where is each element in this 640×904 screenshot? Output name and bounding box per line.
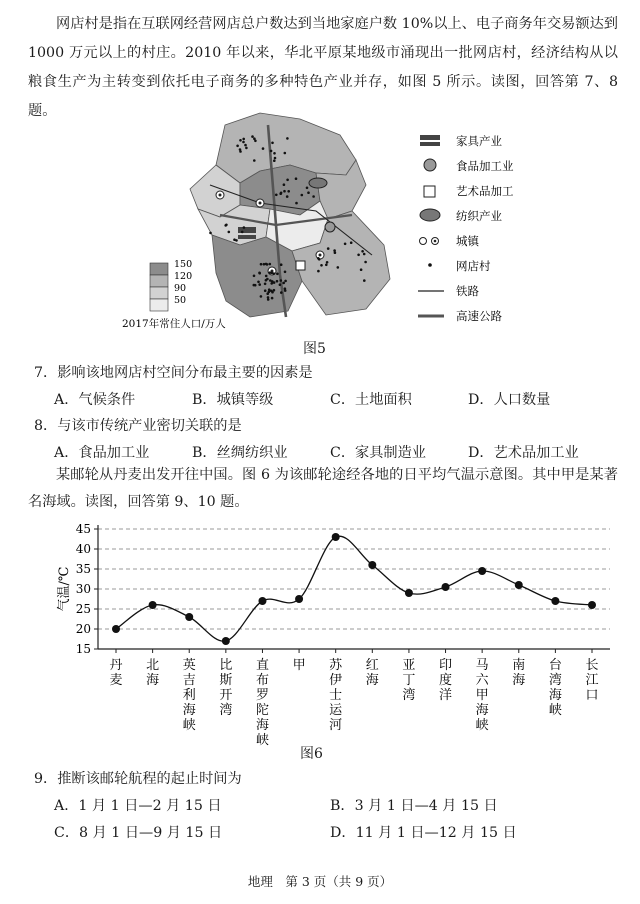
village-dot xyxy=(357,254,360,257)
village-dot xyxy=(264,283,267,286)
village-dot xyxy=(242,141,245,144)
village-dot xyxy=(270,150,273,153)
village-dot xyxy=(286,137,289,140)
data-point xyxy=(588,601,596,609)
village-dot xyxy=(280,291,283,294)
village-dot xyxy=(251,135,254,138)
village-dot xyxy=(271,142,274,145)
map-legend xyxy=(418,134,514,323)
q9-option-b[interactable]: B．3 月 1 日—4 月 15 日 xyxy=(330,798,498,814)
village-dot xyxy=(262,147,265,150)
legend-town: 城镇 xyxy=(456,234,479,248)
village-dot xyxy=(269,263,272,266)
village-dot xyxy=(327,247,330,250)
town-icon xyxy=(420,238,439,245)
q8-option-d[interactable]: D．艺术品加工业 xyxy=(468,445,579,461)
village-dot xyxy=(266,263,269,266)
data-point xyxy=(332,533,340,541)
page-footer: 地理 第 3 页（共 9 页） xyxy=(247,874,393,889)
x-tick-label: 丹麦 xyxy=(109,658,123,688)
village-dot xyxy=(295,202,298,205)
village-dot xyxy=(337,266,340,269)
figure5-caption: 图5 xyxy=(303,341,326,357)
village-dot xyxy=(239,150,242,153)
textile-icon xyxy=(420,209,440,221)
village-dot xyxy=(236,145,239,148)
village-dot xyxy=(253,159,256,162)
q9-option-a[interactable]: A．1 月 1 日—2 月 15 日 xyxy=(54,798,222,814)
village-dot xyxy=(265,275,268,278)
village-dot xyxy=(312,195,315,198)
village-dot xyxy=(307,191,310,194)
village-dot xyxy=(260,295,263,298)
village-dot xyxy=(325,264,328,267)
data-point xyxy=(112,625,120,633)
figure6-caption: 图6 xyxy=(300,746,323,762)
scale-50: 50 xyxy=(174,295,187,306)
village-dot xyxy=(317,270,320,273)
village-dot xyxy=(280,192,283,195)
village-dot xyxy=(273,159,276,162)
y-tick-label: 35 xyxy=(75,562,91,576)
x-tick-label: 长江口 xyxy=(585,658,599,703)
village-dot xyxy=(284,152,287,155)
population-scale xyxy=(150,259,192,311)
village-dot xyxy=(257,281,260,284)
scale-120: 120 xyxy=(174,271,193,282)
village-dot xyxy=(276,273,279,276)
village-dot xyxy=(280,263,283,266)
village-dot xyxy=(306,187,309,190)
data-point xyxy=(258,597,266,605)
village-dot xyxy=(267,298,270,301)
legend-textile: 纺织产业 xyxy=(456,209,502,223)
q7-option-b[interactable]: B．城镇等级 xyxy=(192,392,274,408)
x-tick-label: 北海 xyxy=(146,658,160,688)
y-tick-label: 45 xyxy=(75,522,91,536)
village-dot xyxy=(284,271,287,274)
village-dot xyxy=(279,283,282,286)
y-tick-label: 25 xyxy=(75,602,91,616)
village-dot xyxy=(275,194,278,197)
crafts-icon xyxy=(424,186,435,197)
x-tick-label: 甲 xyxy=(292,658,306,673)
data-point xyxy=(368,561,376,569)
village-dot xyxy=(363,253,366,256)
village-dot xyxy=(334,251,337,254)
village-dot xyxy=(270,272,273,275)
data-point xyxy=(222,637,230,645)
village-dot xyxy=(235,239,238,242)
scale-150: 150 xyxy=(174,259,193,270)
village-dot xyxy=(225,224,228,227)
x-tick-label: 比斯开湾 xyxy=(219,658,233,718)
village-dot xyxy=(243,226,246,229)
scale-90: 90 xyxy=(174,283,187,294)
village-dot xyxy=(245,147,248,150)
village-dot xyxy=(320,264,323,267)
village-dot xyxy=(258,283,261,286)
village-dot xyxy=(283,190,286,193)
q8-option-a[interactable]: A．食品加工业 xyxy=(54,445,150,461)
village-dot xyxy=(270,290,273,293)
village-dot-icon xyxy=(428,263,432,267)
village-dot xyxy=(209,232,212,235)
village-dot xyxy=(260,263,263,266)
x-tick-label: 台湾海峡 xyxy=(548,658,562,718)
village-dot xyxy=(244,144,247,147)
intro-paragraph: 网店村是指在互联网经营网店总户数达到当地家庭户数 10%以上、电子商务年交易额达到 1000 万元以上的村庄。2010 年以来，华北平原某地级市涌现出一批网店村，经济结构从以粮食生产为主转变到依托电子商务的多种特色产业并存，如图 5 所示。读图，回答第 7、8 题。 xyxy=(28,16,618,119)
village-dot xyxy=(344,243,347,246)
village-dot xyxy=(228,231,231,234)
data-point xyxy=(515,581,523,589)
data-point xyxy=(149,601,157,609)
village-dot xyxy=(284,287,287,290)
village-dot xyxy=(276,280,279,283)
y-axis-label: 气温/℃ xyxy=(57,566,72,612)
village-dot xyxy=(269,279,272,282)
x-tick-label: 亚丁湾 xyxy=(402,658,416,703)
village-dot xyxy=(274,157,277,160)
food-processing-icon xyxy=(424,159,436,171)
q8-stem: 8．与该市传统产业密切关联的是 xyxy=(34,418,242,434)
legend-crafts: 艺术品加工 xyxy=(456,184,514,198)
village-dot xyxy=(284,280,287,283)
x-tick-label: 印度洋 xyxy=(439,658,453,703)
q7-option-a[interactable]: A．气候条件 xyxy=(54,392,136,408)
figure5-map xyxy=(120,105,540,330)
x-tick-label: 马六甲海峡 xyxy=(475,658,489,733)
y-tick-label: 30 xyxy=(75,582,91,596)
x-tick-label: 南海 xyxy=(512,658,526,688)
ship-paragraph: 某邮轮从丹麦出发开往中国。图 6 为该邮轮途经各地的日平均气温示意图。其中甲是某著名海域。读图，回答第 9、10 题。 xyxy=(28,467,618,510)
data-point xyxy=(551,597,559,605)
population-title: 2017年常住人口/万人 xyxy=(122,318,226,330)
village-dot xyxy=(280,279,283,282)
x-tick-label: 英吉利海峡 xyxy=(182,658,196,733)
village-dot xyxy=(268,291,271,294)
village-dot xyxy=(253,275,256,278)
village-dot xyxy=(282,282,285,285)
map-furniture-icon xyxy=(238,227,256,239)
village-dot xyxy=(361,250,364,253)
village-dot xyxy=(258,272,261,275)
y-tick-label: 40 xyxy=(75,542,91,556)
village-dot xyxy=(301,194,304,197)
q7-option-c[interactable]: C．土地面积 xyxy=(330,392,412,408)
village-dot xyxy=(273,152,276,155)
village-dot xyxy=(239,139,242,142)
village-dot xyxy=(287,190,290,193)
map-food-icon xyxy=(325,222,335,232)
village-dot xyxy=(242,138,245,141)
village-dot xyxy=(264,289,267,292)
village-dot xyxy=(273,289,276,292)
village-dot xyxy=(273,281,276,284)
village-dot xyxy=(254,284,257,287)
legend-village: 网店村 xyxy=(456,259,491,273)
q7-option-d[interactable]: D．人口数量 xyxy=(468,392,551,408)
legend-railway: 铁路 xyxy=(456,284,479,298)
village-dot xyxy=(326,261,329,264)
x-tick-label: 红海 xyxy=(365,658,379,688)
q7-stem: 7．影响该地网店村空间分布最主要的因素是 xyxy=(34,365,313,381)
data-point xyxy=(185,613,193,621)
map-textile-icon xyxy=(309,178,327,188)
village-dot xyxy=(271,297,274,300)
village-dot xyxy=(286,195,289,198)
legend-food: 食品加工业 xyxy=(456,159,514,173)
village-dot xyxy=(363,279,366,282)
village-dot xyxy=(286,179,289,182)
data-point xyxy=(478,567,486,575)
q9-stem: 9．推断该邮轮航程的起止时间为 xyxy=(34,771,242,787)
q8-option-c[interactable]: C．家具制造业 xyxy=(330,445,426,461)
village-dot xyxy=(283,183,286,186)
legend-furniture: 家具产业 xyxy=(456,134,502,148)
y-tick-label: 20 xyxy=(75,622,91,636)
village-dot xyxy=(265,279,268,282)
map-crafts-icon xyxy=(296,261,305,270)
data-point xyxy=(405,589,413,597)
village-dot xyxy=(295,177,298,180)
figure6-chart xyxy=(57,522,618,748)
village-dot xyxy=(360,268,363,271)
x-tick-label: 苏伊士运河 xyxy=(329,658,343,733)
village-dot xyxy=(350,241,353,244)
furniture-icon xyxy=(420,135,440,146)
data-point xyxy=(295,595,303,603)
village-dot xyxy=(317,257,320,260)
village-dot xyxy=(241,231,244,234)
q8-option-b[interactable]: B．丝绸纺织业 xyxy=(192,445,288,461)
data-point xyxy=(442,583,450,591)
q9-option-d[interactable]: D．11 月 1 日—12 月 15 日 xyxy=(330,825,517,841)
village-dot xyxy=(253,137,256,140)
x-tick-label: 直布罗陀海峡 xyxy=(255,658,269,748)
q9-option-c[interactable]: C．8 月 1 日—9 月 15 日 xyxy=(54,825,223,841)
legend-highway: 高速公路 xyxy=(456,309,502,323)
y-tick-label: 15 xyxy=(75,642,91,656)
village-dot xyxy=(364,261,367,264)
